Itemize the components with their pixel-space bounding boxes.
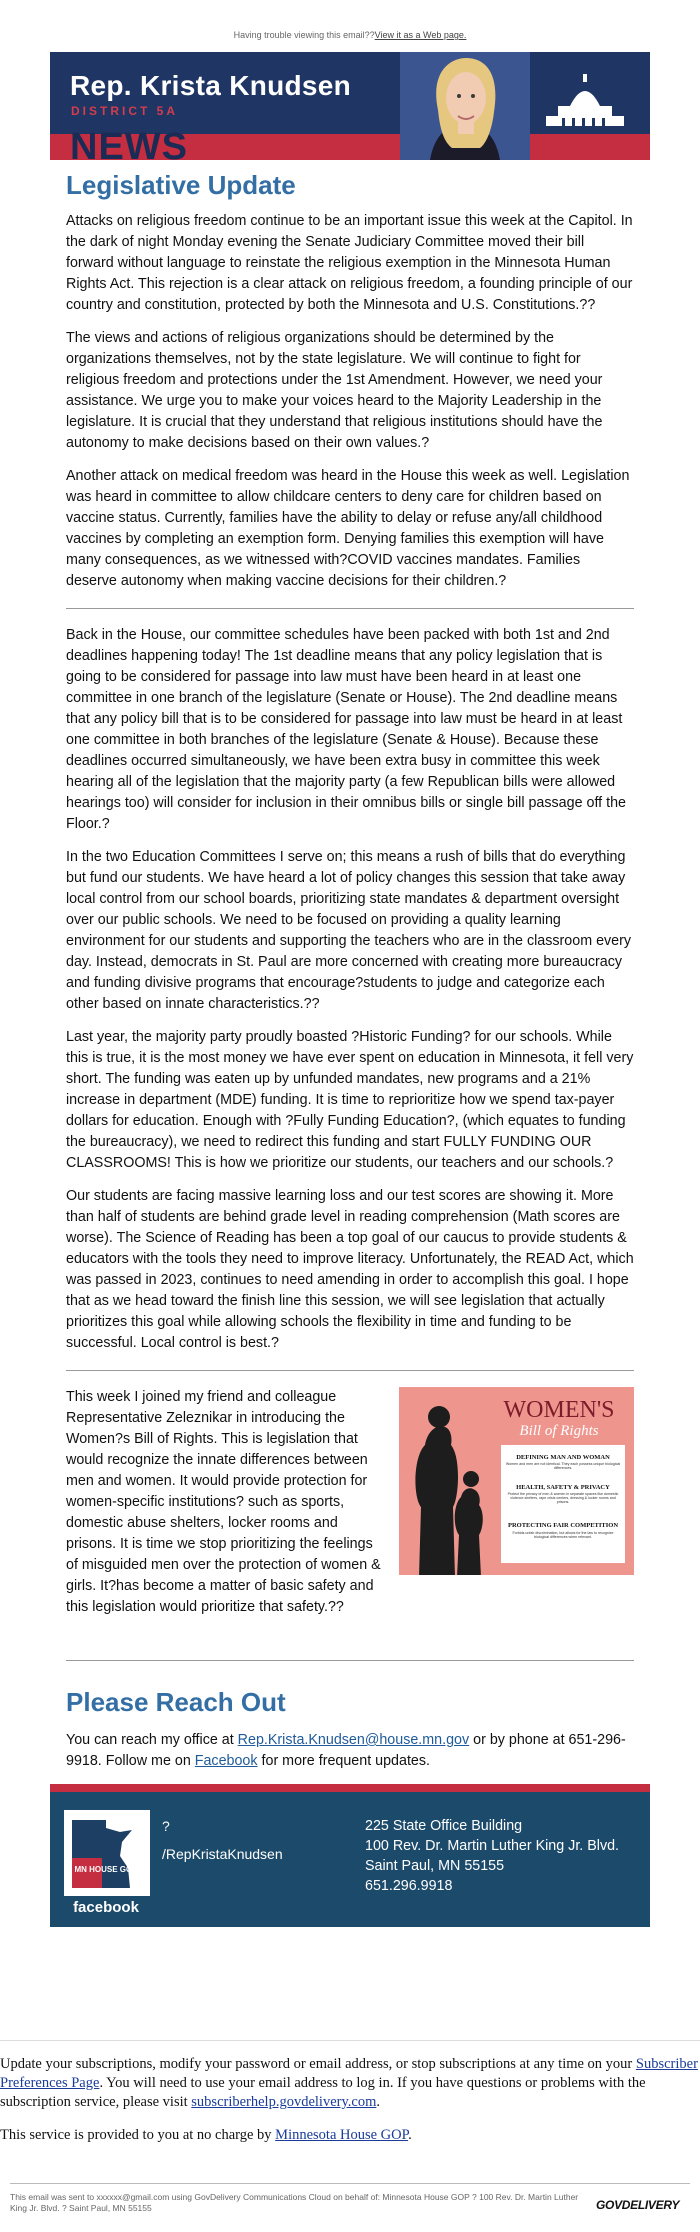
bottom-divider bbox=[10, 2183, 690, 2184]
subscription-divider bbox=[0, 2040, 700, 2041]
reach-text-post: for more frequent updates. bbox=[257, 1753, 431, 1769]
graphic-item-1: DEFINING MAN AND WOMAN bbox=[516, 1454, 610, 1461]
footer bbox=[50, 1792, 650, 1927]
logo-text: MN HOUSE GOP bbox=[74, 1865, 138, 1874]
graphic-item-3: PROTECTING FAIR COMPETITION bbox=[507, 1522, 619, 1529]
reach-text-pre: You can reach my office at bbox=[66, 1732, 238, 1748]
divider bbox=[66, 608, 634, 609]
subscription-paragraph bbox=[0, 2055, 700, 2112]
service-paragraph bbox=[0, 2126, 700, 2145]
address-line: 100 Rev. Dr. Martin Luther King Jr. Blvd. bbox=[365, 1838, 620, 1854]
page-title: Legislative Update bbox=[66, 170, 296, 200]
divider bbox=[66, 1370, 634, 1371]
reach-out-text bbox=[66, 1730, 634, 1772]
preheader-text: Having trouble viewing this email?? bbox=[233, 30, 375, 40]
paragraph-deadlines: Back in the House, our committee schedules have been packed with both 1st and 2nd deadlines happening today! The 1st deadline means that any policy legislation that is going to be considered for passage into law must have been heard in at least one committee in one branch of the legislature (Senate or House). The 2nd deadline means that any policy bill that is to be considered for passage into law must be heard in at least one committee in both branches of the legislature (Senate & House). Because these deadlines occurred simultaneously, we have been extra busy in committee this week hearing all of the legislation that the majority party (a few Republican bills were allowed hearings too) will consider for inclusion in their omnibus bills or single bill passage off the Floor.? bbox=[66, 627, 626, 832]
subs-text: . You will need to use your email address to log in. If you have questions or problems with the subscription service, please visit bbox=[0, 2075, 646, 2110]
mn-house-gop-link[interactable]: Minnesota House GOP bbox=[275, 2127, 409, 2143]
footer-red-band bbox=[50, 1784, 650, 1792]
subs-text: This service is provided to you at no charge by bbox=[0, 2127, 276, 2143]
womens-bill-section bbox=[66, 1387, 634, 1630]
paragraph-education-committees: In the two Education Committees I serve on; this means a rush of bills that do everything but fund our students. We have heard a lot of policy changes this session that take away local control from our school boards, prioritizing state mandates & department oversight over our public schools. We need to be focused on providing a quality learning environment for our students and supporting the teachers who are in the classroom every day. Instead, democrats in St. Paul are more concerned with creating more bureaucracy and funding divisive programs that encourage?students to judge and categorize each other based on innate characteristics.?? bbox=[66, 849, 632, 1012]
graphic-subtitle: Bill of Rights bbox=[519, 1423, 599, 1439]
paragraph-womens-bill: This week I joined my friend and colleague Representative Zeleznikar in introducing the Women?s Bill of Rights. This is legislation that would recognize the innate differences between men and women. It would provide protection for women-specific institutions? such as sports, domestic abuse shelters, locker rooms and prisons. It is time we stop prioritizing the feelings of misguided men over the protection of women & girls. It?has become a matter of basic safety and this legislation would prioritize that safety.?? bbox=[66, 1389, 381, 1615]
email-link[interactable]: Rep.Krista.Knudsen@house.mn.gov bbox=[237, 1732, 470, 1748]
address-line: 225 State Office Building bbox=[365, 1818, 523, 1834]
paragraph-religious-organizations: The views and actions of religious organizations should be determined by the organizations themselves, not by the state legislature. We will continue to fight for religious freedom and protections under the 1st Amendment. However, we need your assistance. We urge you to make your voices heard to the Majority Leadership in the legislature. It is crucial that they understand that religious institutions should have the autonomy to make decisions based on their own values.? bbox=[66, 330, 603, 451]
content bbox=[50, 170, 650, 1772]
subs-text: . bbox=[376, 2094, 380, 2110]
mn-house-gop-facebook-logo[interactable] bbox=[62, 1808, 152, 1918]
graphic-item-2: HEALTH, SAFETY & PRIVACY bbox=[516, 1484, 610, 1491]
facebook-link[interactable]: Facebook bbox=[194, 1753, 258, 1769]
divider bbox=[66, 1660, 634, 1661]
phone-number: 651.296.9918 bbox=[365, 1878, 453, 1894]
graphic-title: WOMEN'S bbox=[503, 1397, 615, 1423]
news-label: NEWS bbox=[70, 126, 188, 160]
header-banner bbox=[50, 52, 650, 160]
email-card bbox=[50, 52, 650, 1927]
paragraph-funding: Last year, the majority party proudly boasted ?Historic Funding? for our schools. While this is true, it is the most money we have ever spent on education in Minnesota, it fell very short. The funding was eaten up by unfunded mandates, new programs and a 21% increase in department (MDE) funding. It is time to reprioritize how we spend tax-payer dollars for education. Enough with ?Fully Funding Education?, (which equates to funding the bureaucracy), we need to redirect this funding and start FULLY FUNDING OUR CLASSROOMS! This is how we prioritize our students, our teachers and our schools.? bbox=[66, 1029, 634, 1171]
district-label: DISTRICT 5A bbox=[71, 104, 179, 118]
reach-text-mid: or by phone at 651-296-9918. Follow me on bbox=[66, 1732, 626, 1769]
view-web-link[interactable]: View it as a Web page. bbox=[374, 30, 467, 40]
rep-name: Rep. Krista Knudsen bbox=[70, 70, 352, 101]
subscriber-help-link[interactable]: subscriberhelp.govdelivery.com bbox=[191, 2094, 377, 2110]
subs-text: . bbox=[408, 2127, 412, 2143]
graphic-item-2-text: Protect the privacy of men & women in separate spaces like domestic violence shelters, rape crisis centers, dressing & locker rooms and prisons. bbox=[507, 1492, 619, 1505]
subs-text: Update your subscriptions, modify your password or email address, or stop subscriptions at any time on your bbox=[0, 2056, 636, 2072]
graphic-item-1-text: Women and men are not identical. They each possess unique biological differences. bbox=[505, 1462, 621, 1471]
reach-out-heading: Please Reach Out bbox=[66, 1687, 286, 1717]
address-line: Saint Paul, MN 55155 bbox=[365, 1858, 505, 1874]
paragraph-religious-freedom: Attacks on religious freedom continue to be an important issue this week at the Capitol. In the dark of night Monday evening the Senate Judiciary Committee moved their bill forward without language to reinstate the religious exemption in the Minnesota Human Rights Act. This rejection is a clear attack on religious freedom, a founding principle of our country and constitution, protected by both the Minnesota and U.S. Constitutions.?? bbox=[66, 213, 633, 313]
paragraph-learning-loss: Our students are facing massive learning loss and our test scores are showing it. More than half of students are behind grade level in reading comprehension (Math scores are worse). The Science of Reading has been a top goal of our caucus to provide students & educators with the tools they need to improve literacy. Unfortunately, the READ Act, which was passed in 2023, continues to need amending in order to accomplish this goal. I hope that as we head toward the finish line this session, we will see legislation that actually prioritizes this goal while allowing schools the flexibility in time and funding to be successful. Local control is best.? bbox=[66, 1188, 634, 1351]
govdelivery-logo[interactable]: GOVDELIVERY bbox=[596, 2198, 680, 2212]
preheader bbox=[0, 0, 700, 52]
footer-question-mark: ? bbox=[162, 1818, 170, 1834]
logo-caption: facebook bbox=[73, 1899, 139, 1916]
facebook-handle[interactable]: /RepKristaKnudsen bbox=[162, 1846, 283, 1862]
sent-notice: This email was sent to xxxxxx@gmail.com using GovDelivery Communications Cloud on behalf of: Minnesota House GOP ? 100 Rev. Dr. Martin Luther King Jr. Blvd. ? Saint Paul, MN 55155 bbox=[10, 2192, 579, 2213]
subscription-info bbox=[0, 2055, 700, 2159]
office-address bbox=[365, 1816, 619, 1896]
subscriber-preferences-link[interactable]: Subscriber Preferences Page bbox=[0, 2056, 698, 2091]
graphic-item-3-text: Forbids unfair discrimination, but allows for the law to recognize biological differences when relevant. bbox=[512, 1531, 614, 1540]
capitol-icon bbox=[540, 72, 630, 132]
womens-bill-of-rights-graphic bbox=[399, 1387, 634, 1575]
paragraph-medical-freedom: Another attack on medical freedom was heard in the House this week as well. Legislation was heard in committee to allow childcare centers to deny care for children based on vaccine status. Currently, families have the ability to delay or refuse any/all childhood vaccines by completing an exemption form. Denying families this exemption will have many consequences, as we witnessed with?COVID vaccines mandates. Families deserve autonomy when making vaccine decisions for their children.? bbox=[66, 468, 630, 589]
portrait-photo bbox=[400, 52, 530, 160]
